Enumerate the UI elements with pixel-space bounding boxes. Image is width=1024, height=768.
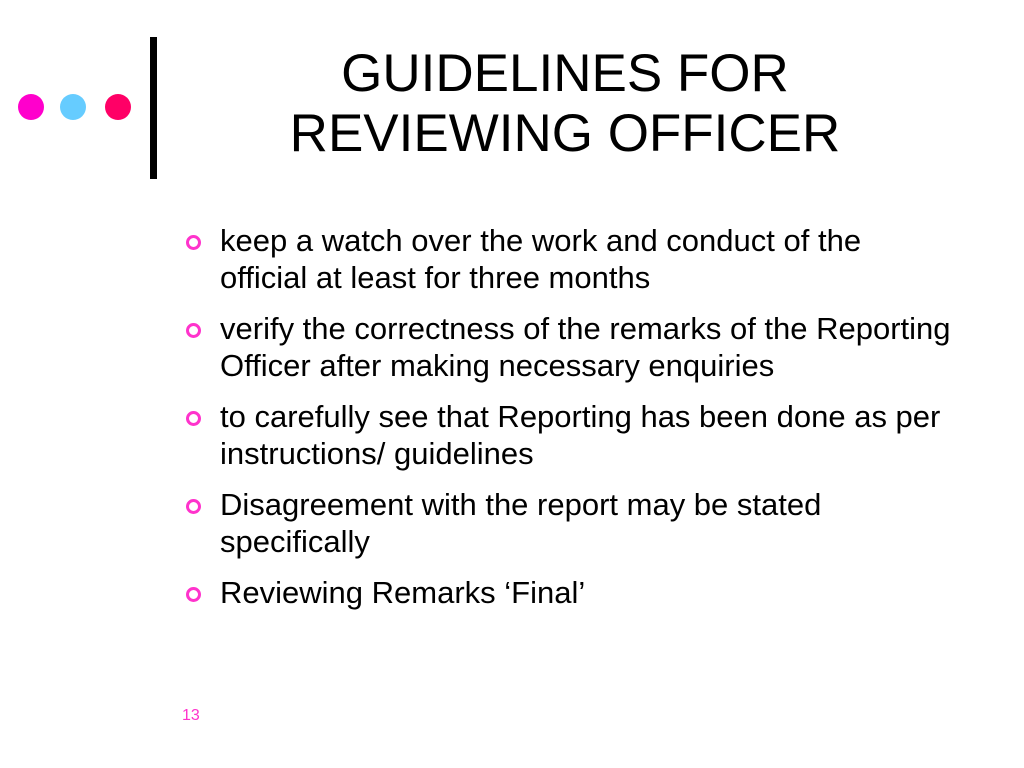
bullet-item: [184, 398, 954, 472]
bullet-list: [184, 222, 954, 625]
bullet-item: [184, 574, 954, 611]
bullet-text: Disagreement with the report may be stated specifically: [220, 487, 822, 559]
pink-dot-icon: [105, 94, 131, 120]
page-number: 13: [182, 707, 200, 724]
decorative-dots: [18, 94, 138, 122]
vertical-divider: [150, 37, 157, 179]
bullet-item: [184, 222, 954, 296]
bullet-circle-icon: [186, 587, 201, 602]
bullet-text: keep a watch over the work and conduct of the official at least for three months: [220, 223, 862, 295]
bullet-text: Reviewing Remarks ‘Final’: [220, 575, 586, 610]
bullet-text: to carefully see that Reporting has been done as per instructions/ guidelines: [220, 399, 941, 471]
cyan-dot-icon: [60, 94, 86, 120]
slide-title: [200, 44, 930, 164]
bullet-circle-icon: [186, 499, 201, 514]
bullet-circle-icon: [186, 235, 201, 250]
slide-title-line-2: REVIEWING OFFICER: [289, 104, 841, 163]
bullet-item: [184, 310, 954, 384]
slide-title-line-1: GUIDELINES FOR: [341, 44, 789, 103]
bullet-circle-icon: [186, 323, 201, 338]
bullet-circle-icon: [186, 411, 201, 426]
bullet-item: [184, 486, 954, 560]
magenta-dot-icon: [18, 94, 44, 120]
bullet-text: verify the correctness of the remarks of the Reporting Officer after making necessary enquiries: [220, 311, 951, 383]
